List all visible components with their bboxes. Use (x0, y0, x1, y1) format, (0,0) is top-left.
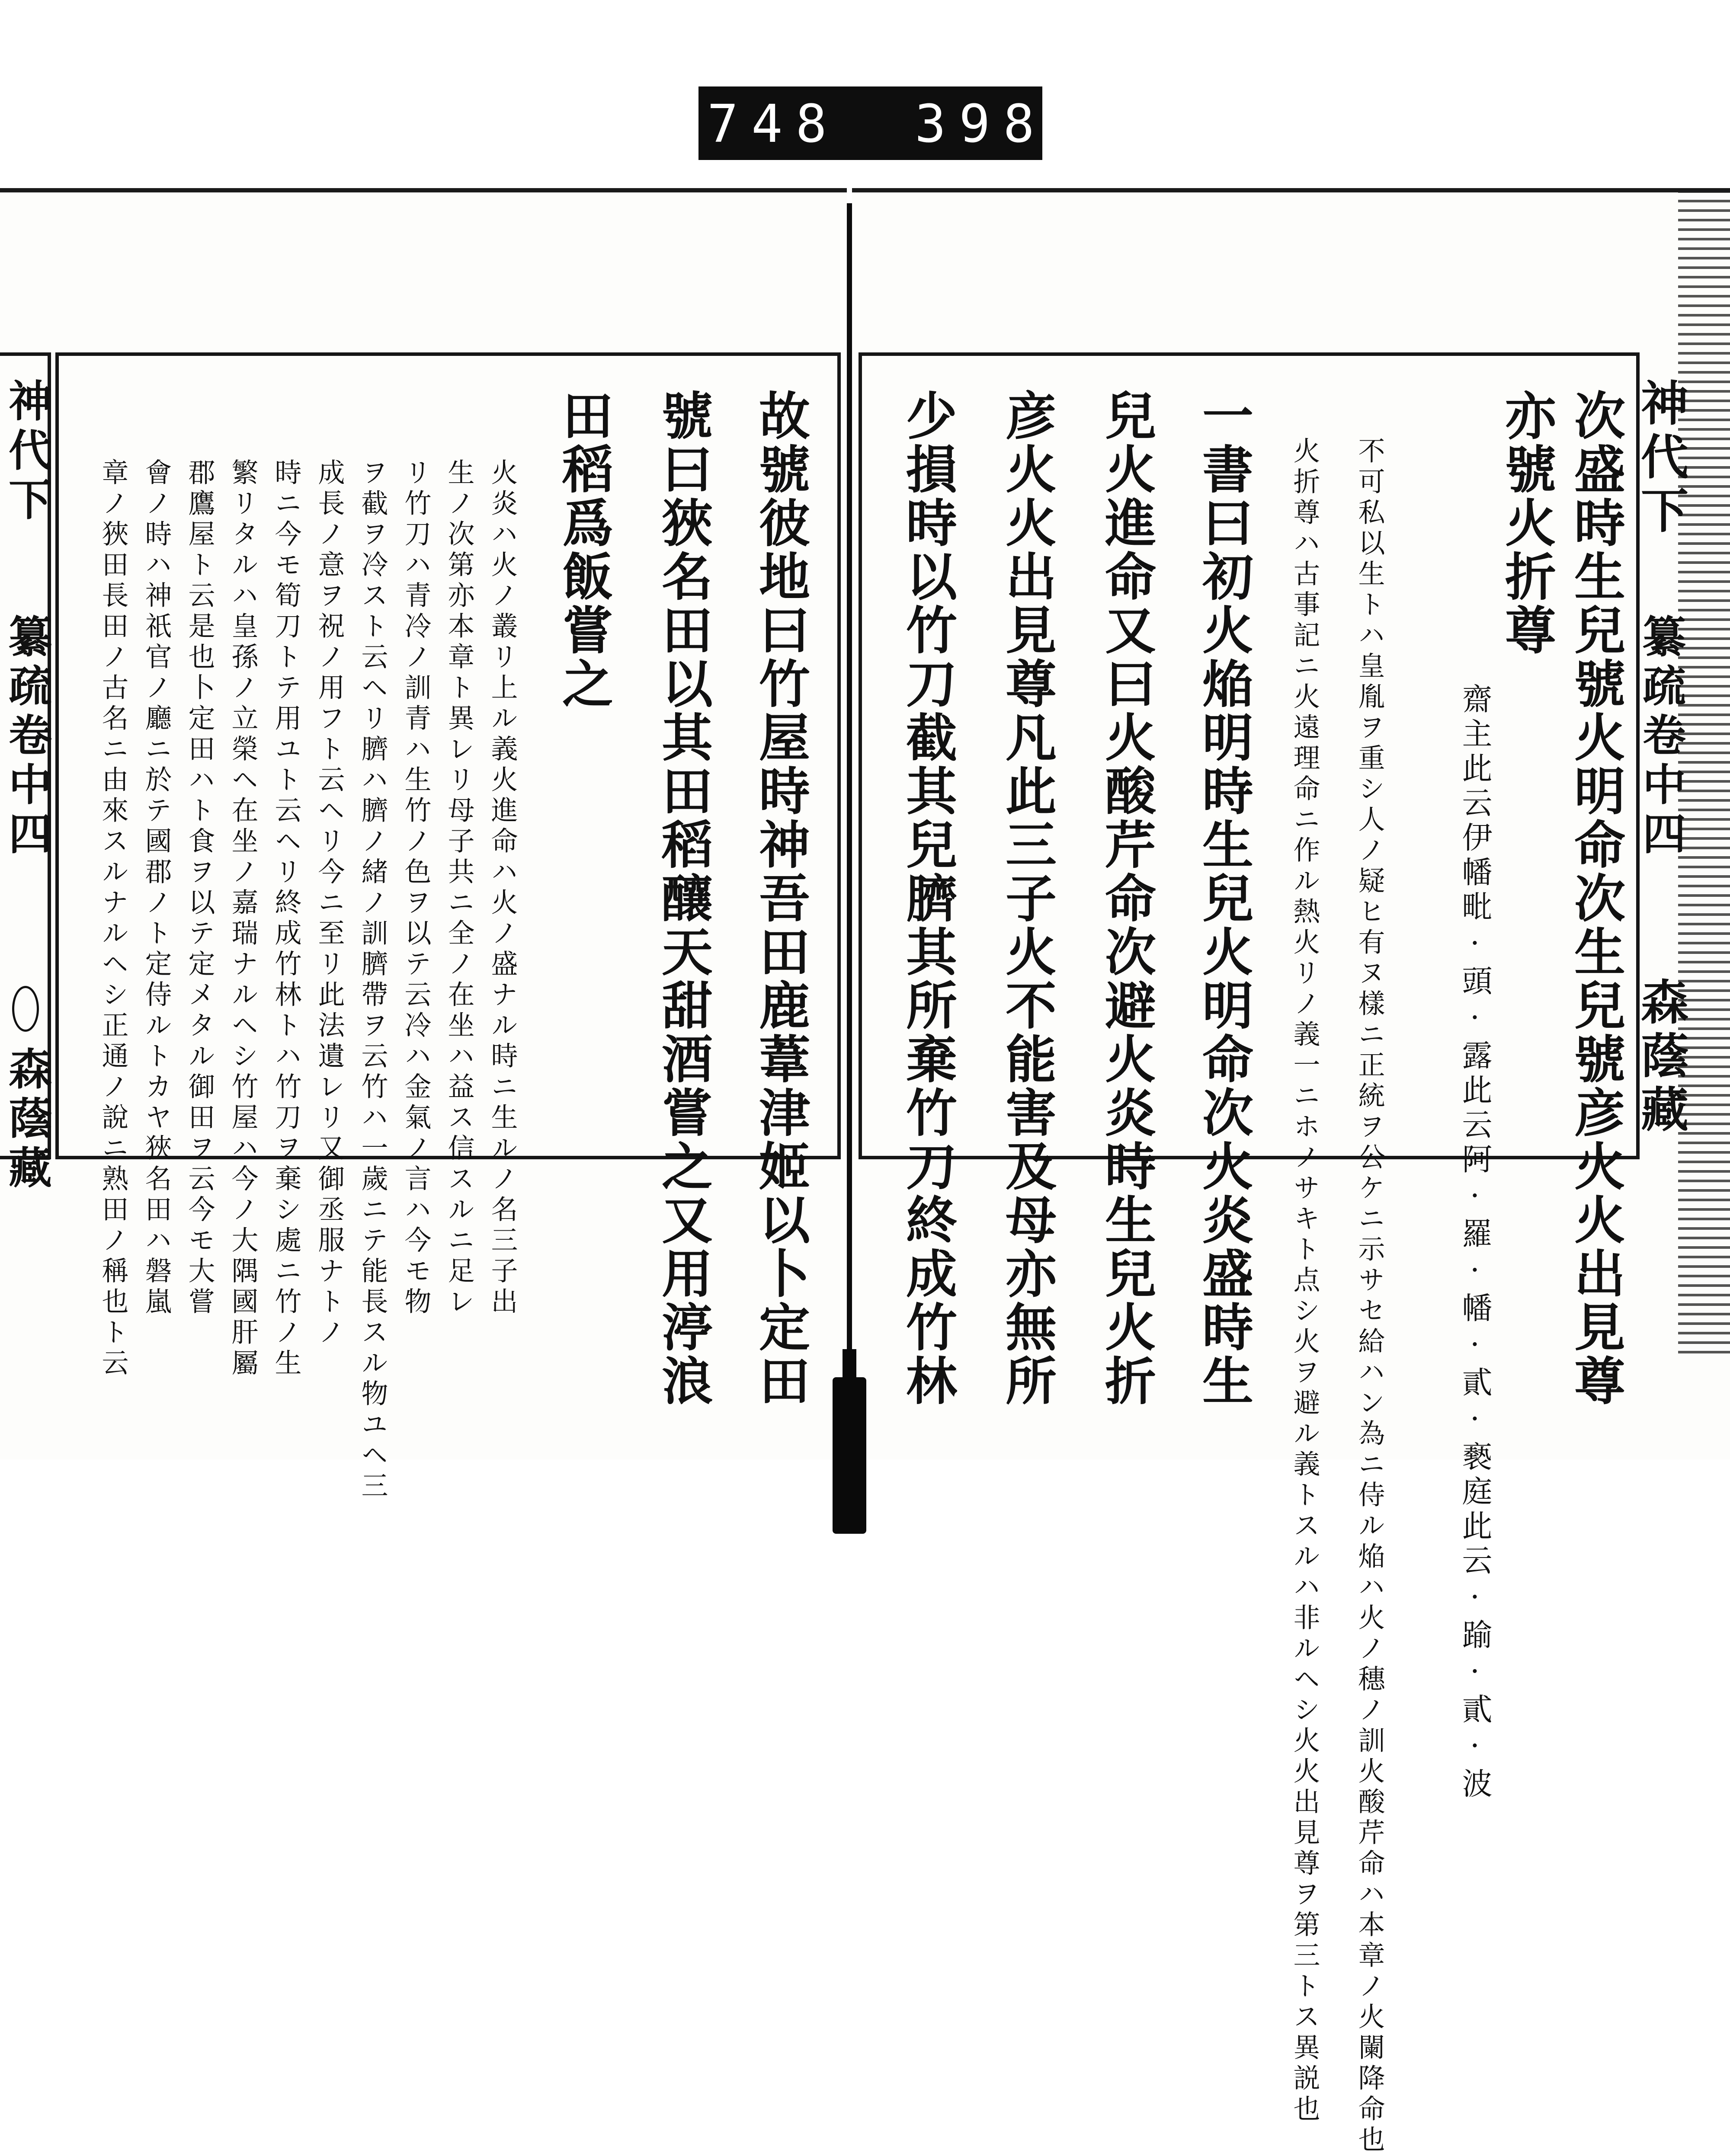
left-col-12-note: 會ノ時ハ神祇官ノ廳ニ於テ國郡ノト定侍ルトカヤ狹名田ハ磐嵐 (141, 458, 172, 1318)
left-col-9-note: 時ニ今モ筍刀トテ用ユト云ヘリ終成竹林トハ竹刀ヲ棄シ處ニ竹ノ生 (270, 458, 302, 1379)
archive-number-left: 748 (707, 94, 840, 154)
left-margin-series-title: 神代下 (1, 378, 52, 526)
archive-number-label (698, 86, 1092, 160)
left-col-6-note: リ竹刀ハ青冷ノ訓青ハ生竹ノ色ヲ以テ云冷ハ金氣ノ言ハ今モ物 (400, 458, 432, 1318)
right-col-1: 次盛時生兒號火明命次生兒號彦火火出見尊 (1566, 389, 1626, 1408)
left-col-3: 田稻爲飯嘗之 (554, 389, 614, 711)
left-margin-owner-seal: 森蔭藏 (1, 1046, 52, 1194)
left-col-1: 故號彼地曰竹屋時神吾田鹿葦津姬以卜定田 (750, 389, 811, 1408)
left-col-2: 號曰狹名田以其田稻釀天甜酒嘗之又用渟浪 (653, 389, 713, 1408)
left-col-11-note: 郡鷹屋ト云是也卜定田ハト食ヲ以テ定メタル御田ヲ云今モ大嘗 (184, 458, 215, 1318)
right-col-2: 亦號火折尊 (1496, 389, 1557, 657)
right-margin-series-title: 神代下 (1633, 378, 1689, 539)
left-col-7-note: ヲ截ヲ冷スト云ヘリ臍ハ臍ノ緒ノ訓臍帶ヲ云竹ハ一歲ニテ能長スル物ユヘ三 (357, 458, 388, 1502)
margin-circle-mark (12, 986, 39, 1032)
right-col-5-note: 火折尊ハ古事記ニ火遠理命ニ作ル熱火リノ義一ニホノサキト点シ火ヲ避ル義トスルハ非ルヘシ火火出見尊ヲ第三トス異説也 (1289, 437, 1320, 2125)
left-col-10-note: 繁リタルハ皇孫ノ立榮ヘ在坐ノ嘉瑞ナルヘシ竹屋ハ今ノ大隅國肝屬 (227, 458, 259, 1379)
right-col-4-note: 不可私以生トハ皇胤ヲ重シ人ノ疑ヒ有ヌ樣ニ正統ヲ公ケニ示サセ給ハン為ニ侍ル焔ハ火ノ穗ノ訓火酸芹命ハ本章ノ火闌降命也 (1354, 437, 1385, 2156)
right-col-9: 少損時以竹刀截其兒臍其所棄竹刀終成竹林 (897, 389, 958, 1408)
right-margin-owner-seal: 森蔭藏 (1633, 977, 1689, 1138)
right-margin-volume: 纂疏卷中四 (1635, 614, 1686, 860)
right-col-7: 兒火進命又曰火酸芹命次避火炎時生兒火折 (1096, 389, 1157, 1408)
bookmark-ribbon (833, 1377, 866, 1534)
spine-tab (843, 1349, 856, 1379)
right-col-3-gloss: 齋主此云伊幡毗·頭·露此云阿·羅·幡·貳·褻庭此云·踰·貳·波 (1457, 683, 1493, 1802)
book-spine (847, 203, 852, 1375)
left-margin-volume: 纂疏卷中四 (1, 614, 52, 860)
right-col-8: 彦火火出見尊凡此三子火不能害及母亦無所 (997, 389, 1057, 1408)
left-col-5-note: 生ノ次第亦本章ト異レリ母子共ニ全ノ在坐ハ益ス信スルニ足レ (443, 458, 475, 1318)
right-col-6: 一書曰初火焔明時生兒火明命次火炎盛時生 (1194, 389, 1254, 1408)
left-col-13-note: 章ノ狹田長田ノ古名ニ由來スルナルヘシ正通ノ說ニ熟田ノ稱也ト云 (97, 458, 129, 1379)
left-col-8-note: 成長ノ意ヲ祝ノ用フト云ヘリ今ニ至リ此法遺レリ又御丞服ナトノ (314, 458, 345, 1349)
left-col-4-note: 火炎ハ火ノ叢リ上ル義火進命ハ火ノ盛ナル時ニ生ルノ名三子出 (487, 458, 518, 1318)
archive-number-right: 398. (915, 94, 1092, 154)
